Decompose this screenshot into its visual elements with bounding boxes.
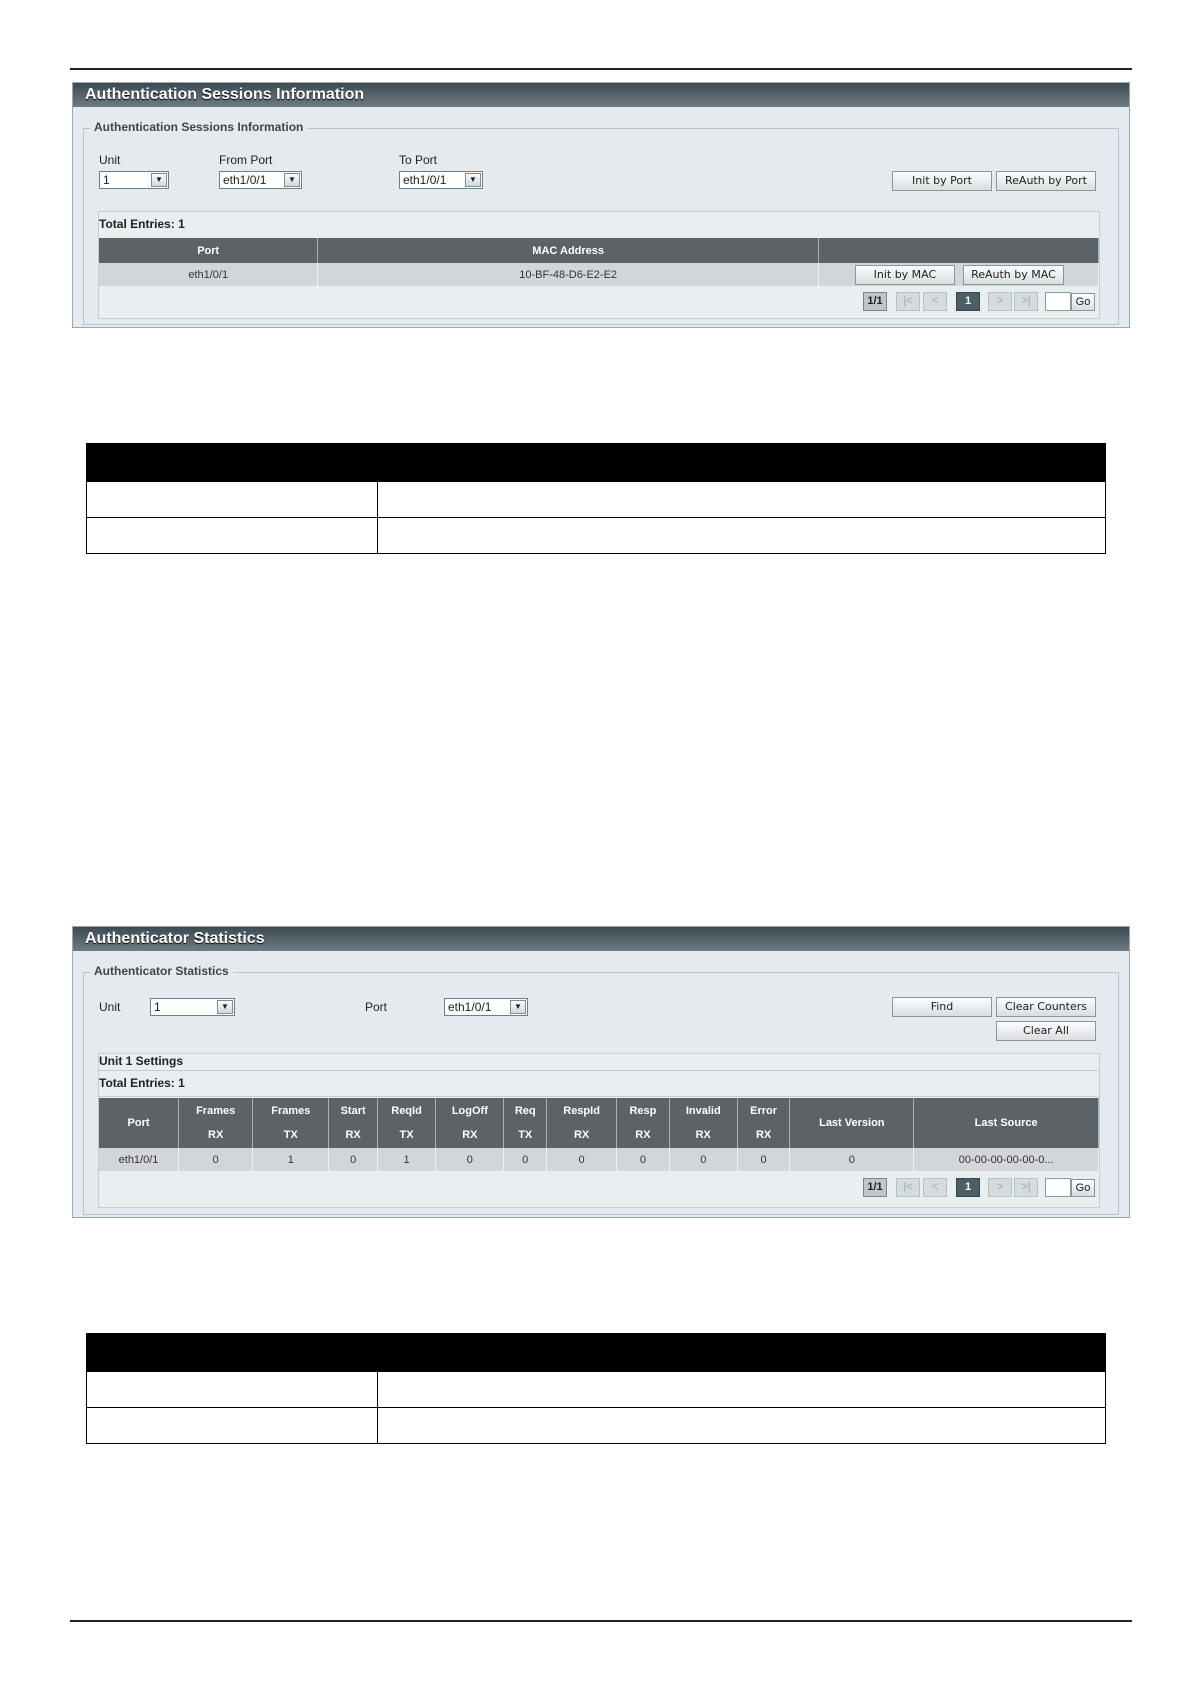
stats-col-sublabel: RX xyxy=(695,1129,711,1141)
stats-cell: 1 xyxy=(377,1148,435,1171)
sessions-fieldset xyxy=(83,120,1119,325)
stats-cell: 0 xyxy=(617,1148,669,1171)
stats-col-10 xyxy=(737,1098,789,1148)
init-by-port-button[interactable]: Init by Port xyxy=(892,171,992,191)
statistics-legend: Authenticator Statistics xyxy=(90,964,233,978)
stats-cell: 0 xyxy=(790,1148,914,1171)
from-port-select-value: eth1/0/1 xyxy=(223,173,267,187)
from-port-select[interactable] xyxy=(219,171,302,189)
statistics-description-table xyxy=(86,1333,1106,1444)
unit-settings-title: Unit 1 Settings xyxy=(99,1054,184,1068)
last-page-button[interactable]: >| xyxy=(1014,292,1038,311)
page-number-input[interactable] xyxy=(1045,1178,1071,1197)
row-port: eth1/0/1 xyxy=(99,263,318,286)
sessions-pager xyxy=(863,292,1099,312)
unit-select[interactable] xyxy=(150,998,235,1016)
statistics-pager xyxy=(863,1178,1099,1198)
next-page-button[interactable]: > xyxy=(988,1178,1012,1197)
stats-col-label: Last Version xyxy=(819,1117,885,1129)
row-mac-address: 10-BF-48-D6-E2-E2 xyxy=(318,263,819,286)
stats-col-label: Start xyxy=(340,1105,366,1117)
stats-col-sublabel: RX xyxy=(208,1129,224,1141)
page-number-input[interactable] xyxy=(1045,292,1071,311)
chevron-down-icon: ▼ xyxy=(217,1000,233,1014)
sessions-legend: Authentication Sessions Information xyxy=(90,120,307,134)
prev-page-button[interactable]: < xyxy=(923,1178,947,1197)
to-port-select-value: eth1/0/1 xyxy=(403,173,447,187)
unit-label: Unit xyxy=(99,1000,121,1014)
stats-cell: 1 xyxy=(253,1148,329,1171)
sessions-panel xyxy=(72,82,1130,328)
prev-page-button[interactable]: < xyxy=(923,292,947,311)
col-port: Port xyxy=(99,238,318,263)
table-row xyxy=(99,1148,1099,1171)
stats-col-sublabel: TX xyxy=(283,1129,298,1141)
stats-col-3 xyxy=(329,1098,377,1148)
to-port-select[interactable] xyxy=(399,171,483,189)
stats-col-5 xyxy=(436,1098,504,1148)
sessions-table xyxy=(99,238,1099,286)
next-page-button[interactable]: > xyxy=(988,292,1012,311)
from-port-label: From Port xyxy=(219,153,273,167)
stats-cell: eth1/0/1 xyxy=(99,1148,179,1171)
stats-col-label: Last Source xyxy=(974,1117,1038,1129)
stats-col-label: Frames xyxy=(271,1105,311,1117)
statistics-table xyxy=(99,1098,1099,1171)
reauth-by-mac-button[interactable]: ReAuth by MAC xyxy=(963,265,1064,285)
unit-select-value: 1 xyxy=(103,173,110,187)
unit-select-value: 1 xyxy=(154,1000,161,1014)
clear-all-button[interactable]: Clear All xyxy=(996,1021,1096,1041)
current-page[interactable]: 1 xyxy=(956,292,980,311)
col-actions xyxy=(818,238,1098,263)
stats-col-9 xyxy=(669,1098,737,1148)
last-page-button[interactable]: >| xyxy=(1014,1178,1038,1197)
stats-cell: 0 xyxy=(546,1148,616,1171)
go-button[interactable]: Go xyxy=(1071,1179,1095,1197)
stats-cell: 0 xyxy=(329,1148,377,1171)
to-port-label: To Port xyxy=(399,153,438,167)
stats-col-label: Frames xyxy=(196,1105,236,1117)
statistics-fieldset xyxy=(83,964,1119,1215)
sessions-total-entries: Total Entries: 1 xyxy=(99,217,185,231)
statistics-total-entries: Total Entries: 1 xyxy=(99,1076,185,1090)
statistics-panel-title: Authenticator Statistics xyxy=(73,927,1129,951)
init-by-mac-button[interactable]: Init by MAC xyxy=(855,265,955,285)
stats-cell: 0 xyxy=(504,1148,547,1171)
stats-cell: 0 xyxy=(737,1148,789,1171)
unit-settings-box xyxy=(98,1053,1100,1208)
table-row xyxy=(99,263,1099,286)
chevron-down-icon: ▼ xyxy=(151,173,167,187)
port-select-value: eth1/0/1 xyxy=(448,1000,492,1014)
reauth-by-port-button[interactable]: ReAuth by Port xyxy=(996,171,1096,191)
port-label: Port xyxy=(365,1000,388,1014)
stats-col-label: Error xyxy=(750,1105,778,1117)
stats-cell: 0 xyxy=(179,1148,253,1171)
clear-counters-button[interactable]: Clear Counters xyxy=(996,997,1096,1017)
stats-col-0 xyxy=(99,1098,179,1148)
first-page-button[interactable]: |< xyxy=(896,1178,920,1197)
row-actions xyxy=(818,263,1098,286)
stats-col-sublabel: RX xyxy=(573,1129,590,1141)
current-page[interactable]: 1 xyxy=(956,1178,980,1197)
stats-col-sublabel: RX xyxy=(755,1129,772,1141)
stats-col-label: Port xyxy=(127,1117,150,1129)
find-button[interactable]: Find xyxy=(892,997,992,1017)
stats-col-label: Req xyxy=(514,1105,536,1117)
stats-col-1 xyxy=(179,1098,253,1148)
page-info: 1/1 xyxy=(863,1178,887,1197)
stats-col-4 xyxy=(377,1098,435,1148)
stats-col-12 xyxy=(914,1098,1099,1148)
stats-col-2 xyxy=(253,1098,329,1148)
stats-col-sublabel: RX xyxy=(635,1129,651,1141)
stats-col-sublabel: TX xyxy=(399,1129,414,1141)
stats-col-label: Invalid xyxy=(685,1105,721,1117)
stats-col-label: ReqId xyxy=(391,1105,422,1117)
top-rule xyxy=(70,68,1132,70)
stats-col-label: RespId xyxy=(563,1105,600,1117)
stats-col-sublabel: TX xyxy=(518,1129,533,1141)
port-select[interactable] xyxy=(444,998,528,1016)
go-button[interactable]: Go xyxy=(1071,293,1095,311)
bottom-rule xyxy=(70,1620,1132,1622)
unit-label: Unit xyxy=(99,153,121,167)
chevron-down-icon: ▼ xyxy=(465,173,481,187)
stats-cell: 0 xyxy=(669,1148,737,1171)
stats-col-label: LogOff xyxy=(451,1105,488,1117)
chevron-down-icon: ▼ xyxy=(510,1000,526,1014)
sessions-entries-box xyxy=(98,211,1100,319)
chevron-down-icon: ▼ xyxy=(284,173,300,187)
statistics-panel xyxy=(72,926,1130,1218)
sessions-panel-title: Authentication Sessions Information xyxy=(73,83,1129,107)
stats-cell: 00-00-00-00-00-0... xyxy=(914,1148,1099,1171)
col-mac-address: MAC Address xyxy=(318,238,819,263)
stats-col-8 xyxy=(617,1098,669,1148)
unit-select[interactable] xyxy=(99,171,169,189)
first-page-button[interactable]: |< xyxy=(896,292,920,311)
stats-cell: 0 xyxy=(436,1148,504,1171)
stats-col-sublabel: RX xyxy=(462,1129,478,1141)
stats-col-11 xyxy=(790,1098,914,1148)
page-info: 1/1 xyxy=(863,292,887,311)
stats-col-label: Resp xyxy=(629,1105,657,1117)
stats-col-7 xyxy=(546,1098,616,1148)
sessions-description-table xyxy=(86,443,1106,554)
stats-col-sublabel: RX xyxy=(345,1129,361,1141)
stats-col-6 xyxy=(504,1098,547,1148)
